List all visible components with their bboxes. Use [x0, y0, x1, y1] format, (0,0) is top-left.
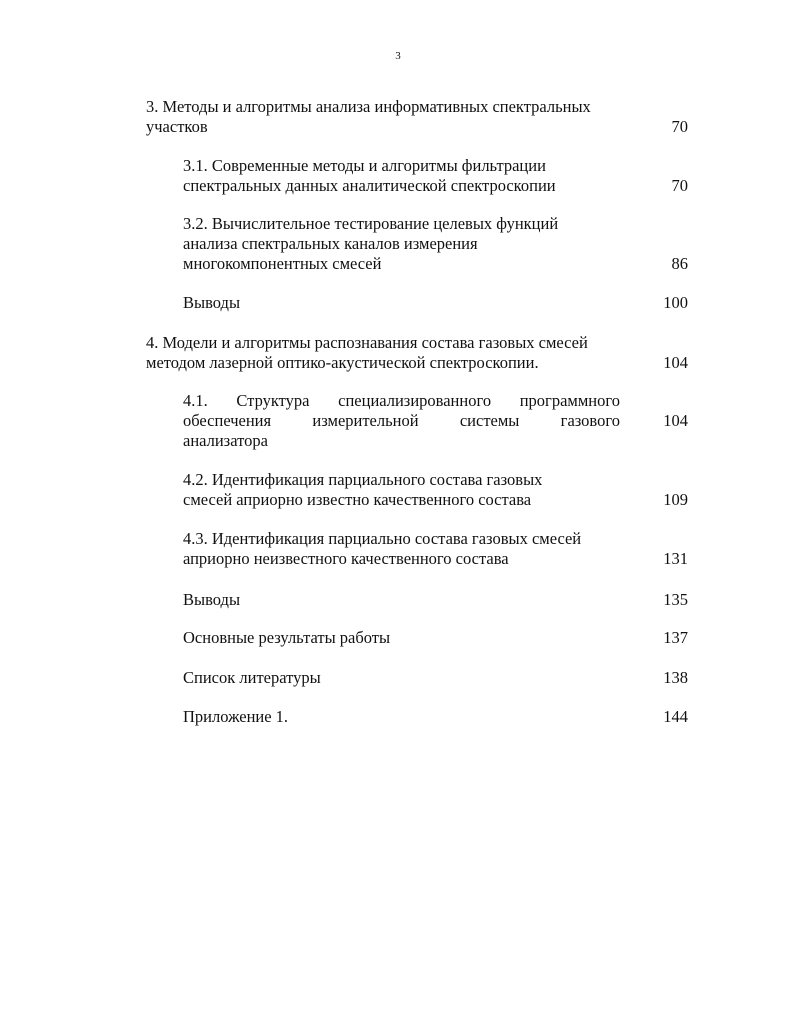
- toc-entry-title: 4.3. Идентификация парциально состава газовых смесей априорно неизвестного качественного состава: [183, 529, 582, 568]
- toc-entry-page: 70: [671, 117, 688, 136]
- toc-entry-title: Выводы: [183, 590, 241, 609]
- page-number: 3: [395, 50, 401, 62]
- toc-entry-title: Приложение 1.: [183, 707, 289, 726]
- toc-entry-page: 100: [663, 293, 688, 312]
- toc-entry-conclusions-3[interactable]: [183, 293, 688, 313]
- toc-entry-title: Список литературы: [183, 668, 321, 687]
- toc-entry-page: 104: [663, 411, 688, 430]
- toc-entry-appendix-1[interactable]: [183, 707, 688, 727]
- toc-entry-page: 144: [663, 707, 688, 726]
- toc-entry-section-4-2[interactable]: [183, 470, 688, 510]
- toc-entry-title: Выводы: [183, 293, 241, 312]
- toc-entry-title: 4.1. Структура специализированного программного обеспечения измерительной системы газового анализатора: [183, 391, 620, 450]
- toc-entry-references[interactable]: [183, 668, 688, 688]
- toc-entry-main-results[interactable]: [183, 628, 688, 648]
- toc-entry-page: 86: [671, 254, 688, 273]
- toc-entry-page: 70: [671, 176, 688, 195]
- toc-entry-title: 4.2. Идентификация парциального состава газовых смесей априорно известно качественного состава: [183, 470, 543, 509]
- toc-entry-section-3-1[interactable]: [183, 156, 688, 196]
- toc-entry-page: 138: [663, 668, 688, 687]
- toc-entry-page: 137: [663, 628, 688, 647]
- toc-entry-section-4-3[interactable]: [183, 529, 688, 569]
- toc-entry-chapter-4[interactable]: [146, 333, 688, 373]
- toc-entry-title: 4. Модели и алгоритмы распознавания состава газовых смесей методом лазерной оптико-акустической спектроскопии.: [146, 333, 588, 372]
- toc-entry-title: 3.2. Вычислительное тестирование целевых функций анализа спектральных каналов измерения многокомпонентных смесей: [183, 214, 559, 273]
- toc-entry-page: 135: [663, 590, 688, 609]
- toc-entry-page: 131: [663, 549, 688, 568]
- toc-entry-title: Основные результаты работы: [183, 628, 391, 647]
- toc-entry-page: 104: [663, 353, 688, 372]
- toc-entry-conclusions-4[interactable]: [183, 590, 688, 610]
- toc-entry-page: 109: [663, 490, 688, 509]
- toc-entry-title: 3. Методы и алгоритмы анализа информативных спектральных участков: [146, 97, 591, 136]
- toc-entry-title: 3.1. Современные методы и алгоритмы фильтрации спектральных данных аналитической спектроскопии: [183, 156, 556, 195]
- toc-entry-section-3-2[interactable]: [183, 214, 688, 274]
- toc-entry-chapter-3[interactable]: [146, 97, 688, 137]
- toc-entry-section-4-1[interactable]: [183, 391, 688, 451]
